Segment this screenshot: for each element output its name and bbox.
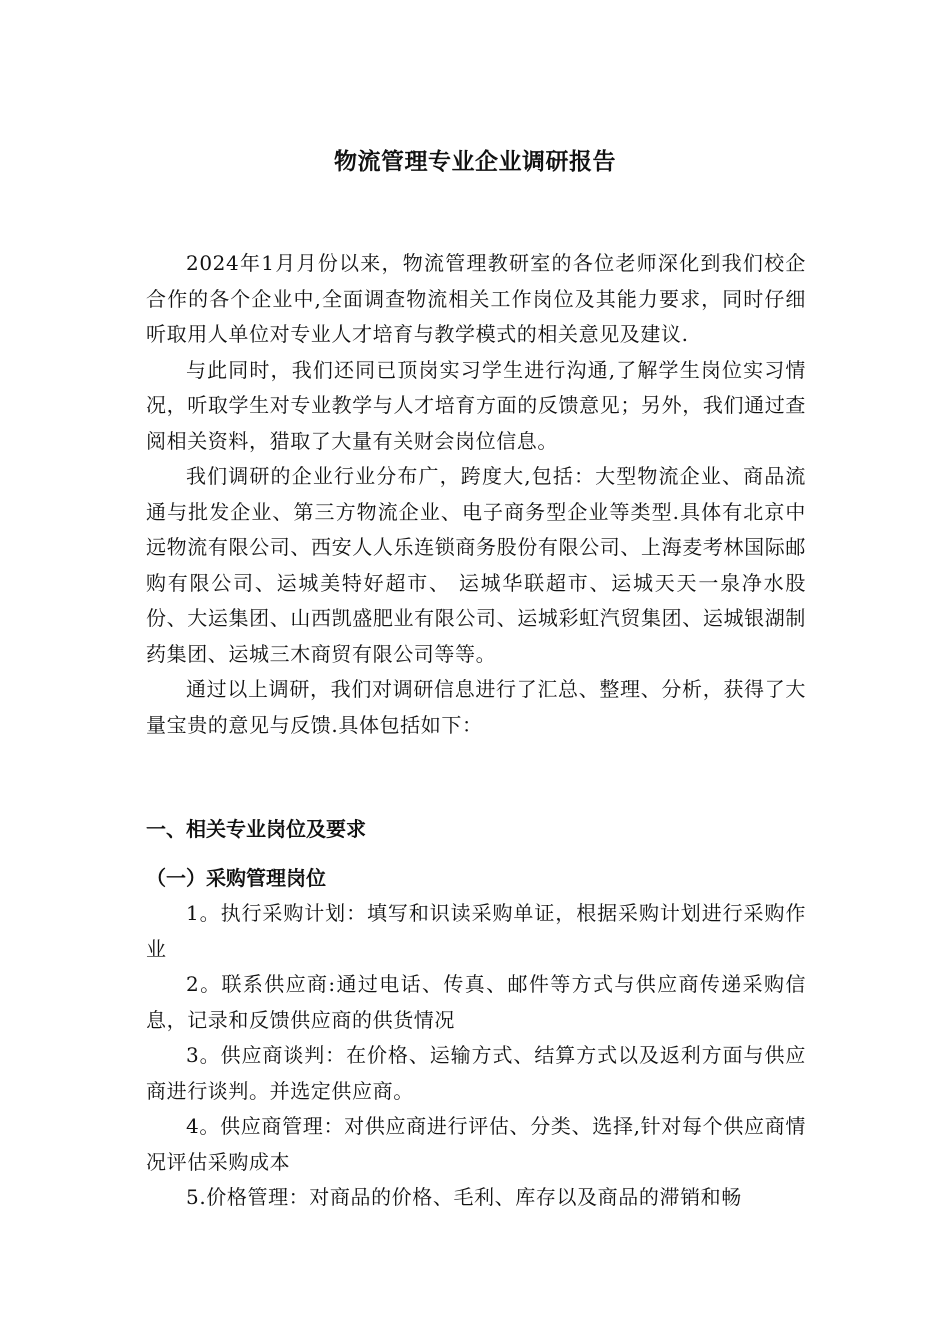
duty-list: [146, 896, 806, 1216]
paragraph-1: 2024年1月月份以来，物流管理教研室的各位老师深化到我们校企合作的各个企业中,全面调查物流相关工作岗位及其能力要求，同时仔细听取用人单位对专业人才培育与教学模式的相关意见及建议.: [146, 251, 806, 346]
paragraph-3: 我们调研的企业行业分布广，跨度大,包括：大型物流企业、商品流通与批发企业、第三方物流企业、电子商务型企业等类型.具体有北京中远物流有限公司、西安人人乐连锁商务股份有限公司、上海麦考林国际邮购有限公司、运城美特好超市、 运城华联超市、运城天天一泉净水股份、大运集团、山西凯盛肥业有限公司、运城彩虹汽贸集团、运城银湖制药集团、运城三木商贸有限公司等等。: [146, 464, 806, 666]
subsection-heading: （一）采购管理岗位: [146, 866, 326, 890]
paragraph-2: 与此同时，我们还同已顶岗实习学生进行沟通,了解学生岗位实习情况，听取学生对专业教学与人才培育方面的反馈意见；另外，我们通过查阅相关资料，猎取了大量有关财会岗位信息。: [146, 357, 806, 453]
document-title: 物流管理专业企业调研报告: [334, 149, 616, 175]
section-heading: 一、相关专业岗位及要求: [146, 817, 366, 841]
list-item: 1。执行采购计划：填写和识读采购单证，根据采购计划进行采购作业: [146, 901, 806, 961]
paragraph-4: 通过以上调研，我们对调研信息进行了汇总、整理、分析，获得了大量宝贵的意见与反馈.具体包括如下：: [146, 677, 806, 737]
list-item: 5.价格管理：对商品的价格、毛利、库存以及商品的滞销和畅: [186, 1185, 742, 1209]
list-item: 4。供应商管理：对供应商进行评估、分类、选择,针对每个供应商情况评估采购成本: [146, 1114, 806, 1174]
intro-body: [146, 246, 806, 743]
list-item: 3。供应商谈判：在价格、运输方式、结算方式以及返利方面与供应商进行谈判。并选定供应商。: [146, 1043, 806, 1103]
list-item: 2。联系供应商:通过电话、传真、邮件等方式与供应商传递采购信息，记录和反馈供应商的供货情况: [146, 972, 806, 1032]
